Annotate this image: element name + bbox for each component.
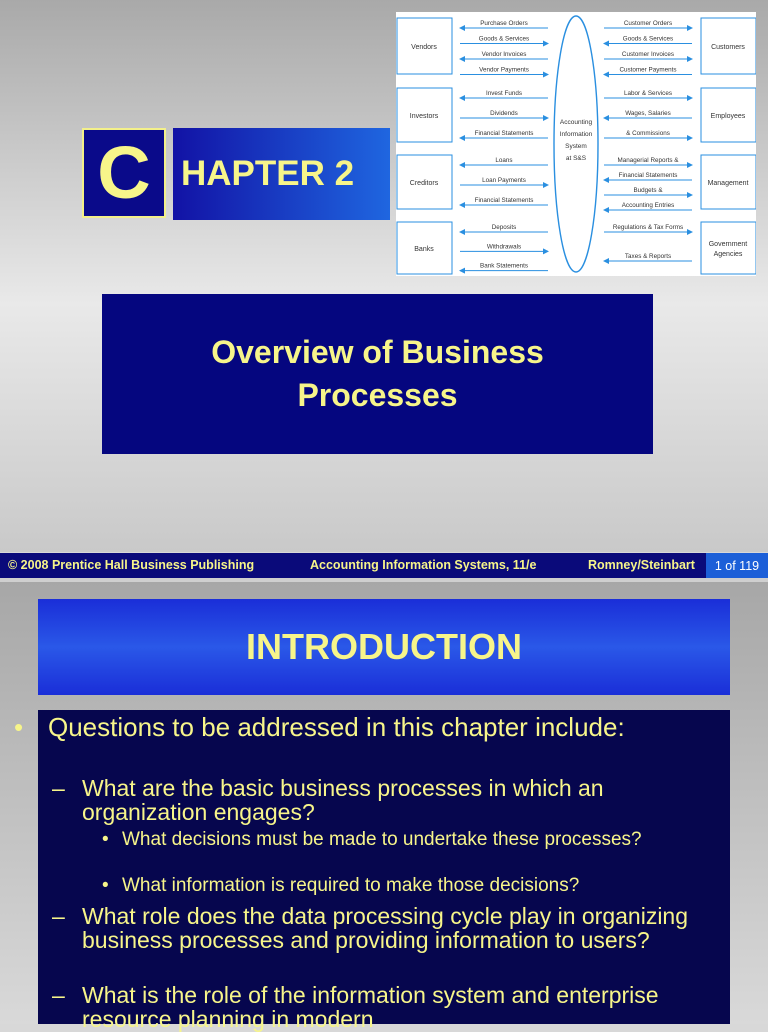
entity-label: Customers [711,44,745,51]
dash-bullet: – [52,775,65,801]
bullet: • [102,875,109,896]
list-item [14,712,708,742]
list-item-text: What role does the data processing cycle play in organizing business processes and providing information to users? [82,903,689,954]
entity-box [701,222,756,274]
flow-label: Withdrawals [486,243,522,251]
page-indicator: 1 of 119 [706,553,768,578]
flow-label: Bank Statements [480,262,528,270]
slide-footer [0,553,768,578]
chapter-title: Overview of Business Processes [211,333,544,413]
introduction-heading: INTRODUCTION [38,599,730,695]
entity-label: Agencies [713,251,743,258]
bullet: • [14,712,24,742]
chapter-letter-box: C [82,128,166,218]
footer-book-title: Accounting Information Systems, 11/e [310,558,537,572]
dash-bullet: – [52,982,65,1008]
flow-label: Customer Orders [623,20,673,27]
flow-label: Wages, Salaries [625,110,671,117]
footer-copyright: © 2008 Prentice Hall Business Publishing [8,558,255,572]
flow-label: Loan Payments [482,177,526,184]
flow-label: Financial Statements [474,130,534,137]
introduction-content [14,710,730,1032]
flow-label: Deposits [491,224,517,231]
center-label: Information [559,131,593,138]
diagram-svg [396,12,756,276]
flow-label: Dividends [490,110,518,117]
list-item-text: What information is required to make those decisions? [122,875,580,896]
entity-label: Investors [409,113,439,120]
bullet: • [102,829,109,850]
list-item-text: What decisions must be made to undertake these processes? [122,829,642,850]
flow-label: Financial Statements [618,172,678,179]
flow-label: Loans [495,157,513,164]
entity-label: Management [707,180,749,187]
flow-label: Invest Funds [485,90,523,97]
list-item [52,903,712,954]
flow-label: Customer Payments [619,66,677,74]
center-label: System [565,143,587,150]
list-item [52,775,712,826]
flow-label: Managerial Reports & [617,157,679,164]
entity-label: Vendors [411,44,437,51]
ais-context-diagram [396,12,756,276]
list-item-text: What are the basic business processes in which an organization engages? [82,775,604,826]
flow-label: Purchase Orders [480,20,528,27]
dash-bullet: – [52,903,65,929]
flow-label: Taxes & Reports [624,253,672,260]
list-item [102,829,682,850]
flow-label: Financial Statements [474,197,534,204]
center-label: Accounting [559,119,593,126]
flow-label: Vendor Invoices [481,51,527,58]
entity-label: Government [708,241,748,248]
list-item-text: What is the role of the information system and enterprise resource planning in modern [82,982,659,1032]
center-label: at S&S [565,155,587,162]
entity-label: Creditors [409,180,439,187]
footer-authors: Romney/Steinbart [588,558,695,572]
slide-introduction [0,582,768,1032]
flow-label: Vendor Payments [479,66,529,74]
flow-label: Goods & Services [622,35,674,43]
flow-label: Budgets & [633,187,663,194]
chapter-title-box [102,294,653,454]
flow-label: & Commissions [626,130,670,137]
entity-label: Banks [414,246,434,253]
flow-label: Labor & Services [624,90,672,97]
flow-label: Regulations & Tax Forms [612,224,684,231]
list-item [52,982,712,1032]
flow-label: Goods & Services [478,35,530,43]
chapter-label: HAPTER 2 [173,128,390,220]
entity-label: Employees [710,113,746,120]
list-item [102,875,682,896]
list-item-text: Questions to be addressed in this chapter include: [48,712,625,742]
flow-label: Accounting Entries [621,202,675,209]
flow-label: Customer Invoices [621,51,675,58]
